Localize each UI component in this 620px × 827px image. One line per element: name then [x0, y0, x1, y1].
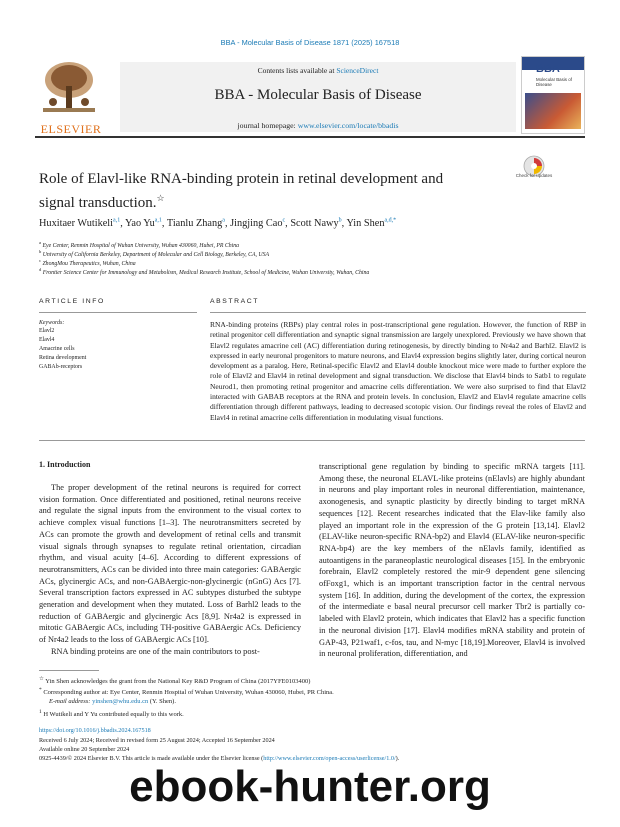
footnote-funding: ☆ Yin Shen acknowledges the grant from the National Key R&D Program of China (2017YFE0103400): [39, 676, 311, 686]
author[interactable]: Jingjing Cao$^c$,: [230, 218, 291, 230]
author[interactable]: Huxitaer Wutikeli$^{a,1}$,: [39, 218, 125, 230]
article-info-rule: [39, 312, 197, 313]
affiliation: $^a$ Eye Center, Renmin Hospital of Wuhan University, Wuhan 430060, Hubei, PR China: [39, 240, 240, 249]
footnote-corresponding: * Corresponding author at: Eye Center, Renmin Hospital of Wuhan University, Wuhan 430060, Hubei, PR China.: [39, 687, 334, 697]
keyword: GABAb-receptors: [39, 364, 83, 370]
abstract-text: RNA-binding proteins (RBPs) play central roles in post-transcriptional gene regulation. However, the function of RBP in retinal progenitor cell differentiation and synaptic signal transmission are largely unexplored. Previously we have shown that Elavl2 regulates amacrine cell (AC) differentiation during retinogenesis, by directly binding to Nr4a2 and Barhl2. Elavl2 is expressed in early neuronal progenitors to mature neurons, and Elavl4 expression begins slightly later, during cortical neuron development as a paralog. Here, Retinal-specific Elavl2 and Elavl4 double knockout mice were made to further explore the role of Elavl2 and Elavl4 in retinal development and signal transduction. We disclose that Elavl4 binds to Satb1 to regulate Neurod1, then promoting retinal progenitor and amacrine cells differentiation. We were also surprised to find that Elavl2 interacted with GABAB receptors at the RNA and protein levels. In conclusion, Elavl2 and Elavl4 regulate amacrine cells differentiation through different pathways, leading to decreased scotopic vision. Our findings reveal the roles of Elavl2 and Elavl4 in retinal amacrine cells differentiation in modulating visual functions.: [210, 320, 586, 422]
contents-prefix: Contents lists available at: [257, 66, 337, 75]
author[interactable]: Yao Yu$^{a,1}$,: [124, 218, 167, 230]
author[interactable]: Yin Shen$^{a,d,*}$: [346, 218, 397, 230]
intro-left-column: [39, 482, 301, 658]
article-title: [39, 170, 489, 213]
cover-image: [525, 93, 581, 129]
abstract-rule: [210, 312, 586, 313]
journal-homepage: [120, 121, 516, 130]
homepage-prefix: journal homepage:: [237, 121, 298, 130]
journal-title: BBA - Molecular Basis of Disease: [214, 87, 422, 103]
running-header-citation[interactable]: BBA - Molecular Basis of Disease 1871 (2025) 167518: [220, 38, 400, 47]
affiliation: $^d$ Frontier Science Center for Immunology and Metabolism, Medical Research Institute, School of Medicine, Wuhan University, Wuhan, China: [39, 267, 370, 276]
keyword: Retina development: [39, 355, 87, 361]
section-heading-introduction: 1. Introduction: [39, 460, 91, 469]
intro-paragraph-3: transcriptional gene regulation by binding to specific mRNA targets [11]. Among these, the neuronal ELAVL-like proteins (nElavls) are highly abundant in neurons and play important roles in neuronal differentiation, maintenance, axonogenesis, and synaptic plasticity by directly binding to target mRNA sequences [12]. Recent researches indicated that the Elav-like family also played an important role in the expression of the G protein [13,14]. Elavl2 (ELAV-like neuron-specific RNA-bp2) and Elavl4 (ELAV-like neuron-specific RNA-bp4) are the key members of the nElavls family, identified as autoantigens in the paraneoplastic neurological diseases [15]. In the embryonic forebrain, Elavl2 completely restored the mir-9 dependent gene silencing ofFoxg1, which is an important transcription factor in the central nervous system [16]. In addition, during the development of the cortex, the expression of the intermediate e basal neural precursor cell marker Tbr2 is partially co-labeled with Elavl2 protein, which indicates that Elavl2 has a specific function in the neuronal division [17]. Elavl4 modifies mRNA stability and protein of GAP-43, P21waf1, c-fos, tau, and N-myc [18,19].Moreover, Elavl4 is involved in neuronal proliferation, differentiation, and: [319, 462, 585, 659]
available-online: Available online 20 September 2024: [39, 746, 130, 753]
watermark-text: ebook-hunter.org: [129, 762, 491, 811]
publisher-logo-text: ELSEVIER: [40, 122, 102, 136]
abstract-bottom-rule: [39, 440, 585, 441]
keyword: Amacrine cells: [39, 346, 75, 352]
elsevier-tree-logo-icon: [37, 58, 101, 116]
check-for-updates-icon[interactable]: [518, 155, 550, 187]
author[interactable]: Scott Nawy$^b$,: [290, 218, 347, 230]
keyword: Elavl4: [39, 337, 55, 343]
cover-subtitle: Molecular Basis of Disease: [536, 77, 572, 87]
title-line-1: Role of Elavl-like RNA-binding protein in retinal development and: [39, 171, 444, 187]
footnote-rule: [39, 670, 99, 671]
author[interactable]: Tianlu Zhang$^a$,: [166, 218, 231, 230]
article-info-heading: ARTICLE INFO: [39, 298, 105, 305]
license-link[interactable]: http://www.elsevier.com/open-access/userlicense/1.0/: [263, 755, 396, 762]
footnote-email: E-mail address: yinshen@whu.edu.cn (Y. Shen).: [49, 698, 176, 705]
doi-link[interactable]: https://doi.org/10.1016/j.bbadis.2024.167518: [39, 727, 151, 734]
homepage-link[interactable]: www.elsevier.com/locate/bbadis: [297, 121, 399, 130]
footnote-equal-contribution: $^1$ H Wutikeli and Y Yu contributed equally to this work.: [39, 709, 184, 719]
author-list: [39, 218, 589, 229]
email-link[interactable]: yinshen@whu.edu.cn: [92, 698, 149, 705]
masthead-rule: [35, 136, 585, 138]
affiliation: $^c$ ZhongMou Therapeutics, Wuhan, China: [39, 258, 136, 267]
intro-paragraph-1: The proper development of the retinal neurons is required for correct vision formation. Once differentiated and positioned, retinal neurons receive and regulate the signal inputs from the environment to the visual cortex to achieve complex visual functions [1–3]. The neurotransmitters secreted by ACs can promote the growth and development of retinal cells and transmit visual signals through synapses to regulate retinal orientation, circadian rhythm, and visual acuity [4–6]. According to different expressions of neurotransmitters, ACs can be divided into three main categories: GABAergic ACs, glycinergic ACs, and non-GABAergic-non-glycinergic (nGnG) Acs [7]. Several transcription factors expressed in AC subtypes disturbed the subtype generation and development when they mutated. Loss of Barhl2 leads to the reduction of GABAergic and glycinergic Acs [8,9]. Nr4a2 is expressed in mitotic GABAergic ACs, including TH-positive GABAergic ACs. Deficiency of Nr4a2 leads to the loss of GABAergic ACs [10].: [39, 483, 301, 645]
received-dates: Received 6 July 2024; Received in revised form 25 August 2024; Accepted 16 September 2024: [39, 737, 275, 744]
intro-right-column: [319, 461, 585, 660]
sciencedirect-link[interactable]: ScienceDirect: [336, 66, 379, 75]
intro-paragraph-2: RNA binding proteins are one of the main contributors to post-: [51, 646, 260, 656]
cover-title: BBA: [536, 63, 560, 75]
check-for-updates-label[interactable]: Check for updates: [515, 173, 553, 178]
journal-cover-thumbnail[interactable]: [521, 56, 585, 134]
abstract-heading: ABSTRACT: [210, 298, 260, 305]
keyword: Elavl2: [39, 328, 55, 334]
contents-line: [120, 66, 516, 75]
license-line: 0925-4439/© 2024 Elsevier B.V. This article is made available under the Elsevier license (http://www.elsevier.com/open-access/userlicense/1.0/).: [39, 755, 400, 762]
affiliation: $^b$ University of California Berkeley, Department of Molecular and Cell Biology, Berkeley, CA, USA: [39, 249, 270, 258]
keywords-label: Keywords:: [39, 320, 65, 326]
title-line-2: signal transduction.: [39, 195, 157, 211]
title-footnote-mark[interactable]: ☆: [156, 193, 165, 203]
